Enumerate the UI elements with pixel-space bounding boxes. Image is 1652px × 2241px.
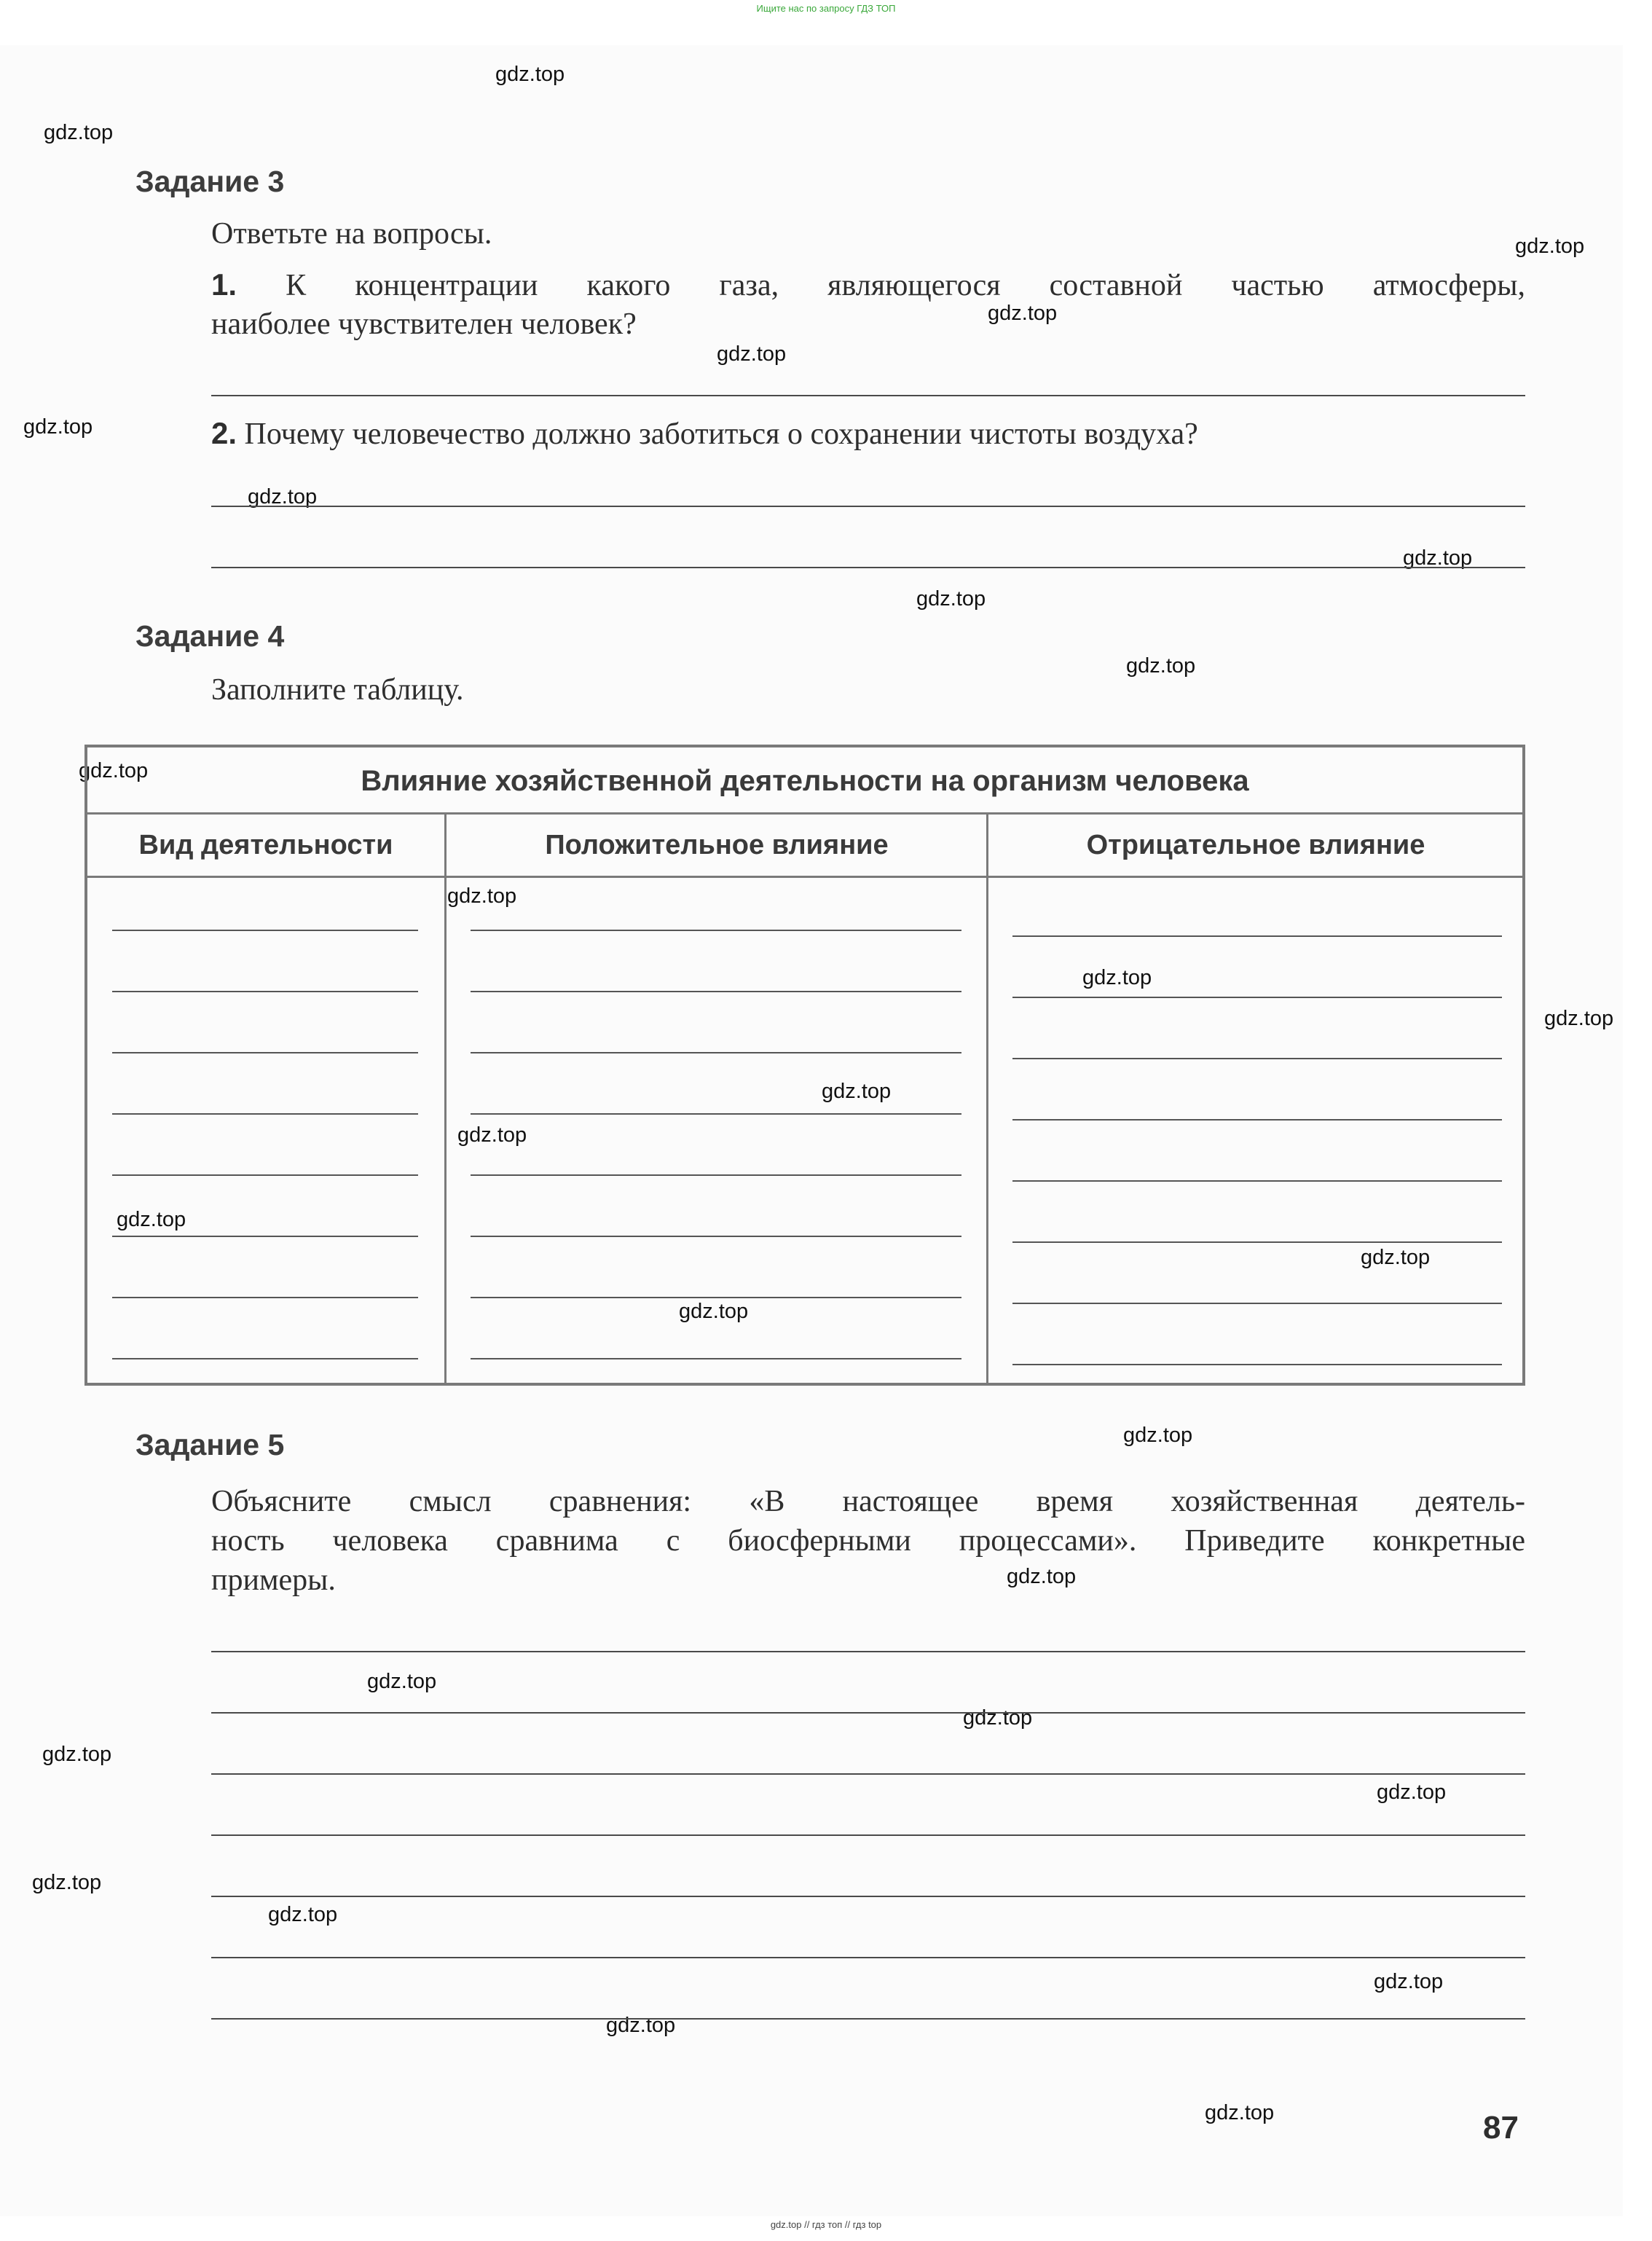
table-answer-line[interactable] [471,1358,961,1359]
answer-line[interactable] [211,567,1525,568]
watermark: gdz.top [248,485,318,509]
answer-line[interactable] [211,1834,1525,1836]
column-divider [444,815,447,1383]
watermark: gdz.top [822,1080,892,1103]
table-answer-line[interactable] [1012,935,1502,937]
watermark: gdz.top [1205,2101,1275,2124]
table-answer-line[interactable] [471,1052,961,1053]
answer-line[interactable] [211,1712,1525,1714]
watermark: gdz.top [117,1208,186,1231]
watermark: gdz.top [1544,1007,1614,1030]
table-answer-line[interactable] [112,1113,418,1115]
watermark: gdz.top [1126,654,1196,678]
watermark: gdz.top [367,1670,437,1693]
watermark: gdz.top [1082,966,1152,989]
watermark: gdz.top [1374,1970,1444,1993]
watermark: gdz.top [717,342,787,366]
column-header-positive: Положительное влияние [545,830,889,860]
answer-line[interactable] [211,1773,1525,1775]
watermark: gdz.top [447,884,517,908]
watermark: gdz.top [1403,546,1473,570]
table-answer-line[interactable] [1012,997,1502,998]
task-3-question-2 [211,414,1525,454]
top-search-link[interactable]: Ищите нас по запросу ГДЗ ТОП [756,3,896,14]
task-5-text-line-3: примеры. [211,1563,336,1597]
question-number: 1. [211,267,237,302]
table-answer-line[interactable] [112,1174,418,1176]
watermark: gdz.top [679,1300,749,1323]
watermark: gdz.top [44,121,114,144]
task-5-text-line-2: ность человека сравнима с биосферными процессами». Приведите конкретные [211,1524,1525,1558]
task-3-heading: Задание 3 [135,165,285,198]
watermark: gdz.top [1377,1781,1447,1804]
header-rule [87,876,1522,878]
watermark: gdz.top [1515,235,1585,258]
table-title: Влияние хозяйственной деятельности на организм человека [87,747,1522,815]
column-divider [986,815,988,1383]
table-answer-line[interactable] [112,1236,418,1237]
table-answer-line[interactable] [1012,1241,1502,1243]
watermark: gdz.top [1123,1424,1193,1447]
answer-line[interactable] [211,506,1525,507]
watermark: gdz.top [457,1123,527,1147]
task-5-heading: Задание 5 [135,1428,285,1461]
table-answer-line[interactable] [1012,1058,1502,1059]
answer-line[interactable] [211,1651,1525,1652]
task-5-text-line-1: Объясните смысл сравнения: «В настоящее время хозяйственная деятель- [211,1485,1525,1518]
table-answer-line[interactable] [471,1297,961,1298]
watermark: gdz.top [963,1706,1033,1730]
watermark: gdz.top [268,1903,338,1926]
task-4-heading: Задание 4 [135,619,285,653]
watermark: gdz.top [988,302,1058,325]
task-4-intro: Заполните таблицу. [211,673,464,707]
page-number: 87 [1483,2110,1519,2146]
table-answer-line[interactable] [112,1052,418,1053]
column-header-negative: Отрицательное влияние [1086,830,1425,860]
table-answer-line[interactable] [1012,1119,1502,1120]
watermark: gdz.top [79,759,149,782]
question-number: 2. [211,416,237,450]
answer-line[interactable] [211,2018,1525,2020]
task-3-intro: Ответьте на вопросы. [211,217,492,251]
table-answer-line[interactable] [1012,1364,1502,1365]
watermark: gdz.top [916,587,986,611]
table-answer-line[interactable] [1012,1180,1502,1182]
table-answer-line[interactable] [471,1113,961,1115]
table-answer-line[interactable] [1012,1303,1502,1304]
watermark: gdz.top [42,1743,112,1766]
table-answer-line[interactable] [112,1358,418,1359]
question-text: К концентрации какого газа, являющегося составной частью атмосферы, [286,269,1525,302]
answer-line[interactable] [211,1957,1525,1958]
table-answer-line[interactable] [112,930,418,931]
table-answer-line[interactable] [471,930,961,931]
column-header-activity: Вид деятельности [138,830,393,860]
task-3-question-1-line-2: наиболее чувствителен человек? [211,307,637,341]
watermark: gdz.top [1007,1565,1077,1588]
table-answer-line[interactable] [112,991,418,992]
table-answer-line[interactable] [471,1174,961,1176]
watermark: gdz.top [1361,1246,1431,1269]
task-3-question-1-line-1 [211,265,1525,305]
watermark: gdz.top [32,1871,102,1894]
table-answer-line[interactable] [471,1236,961,1237]
answer-line[interactable] [211,1896,1525,1897]
watermark: gdz.top [23,415,93,439]
influence-table [84,745,1525,1386]
table-answer-line[interactable] [112,1297,418,1298]
watermark: gdz.top [606,2014,676,2037]
question-text: Почему человечество должно заботиться о сохранении чистоты воздуха? [244,417,1198,451]
watermark: gdz.top [495,63,565,86]
table-answer-line[interactable] [471,991,961,992]
answer-line[interactable] [211,395,1525,396]
bottom-links[interactable]: gdz.top // гдз топ // гдз top [770,2219,882,2230]
